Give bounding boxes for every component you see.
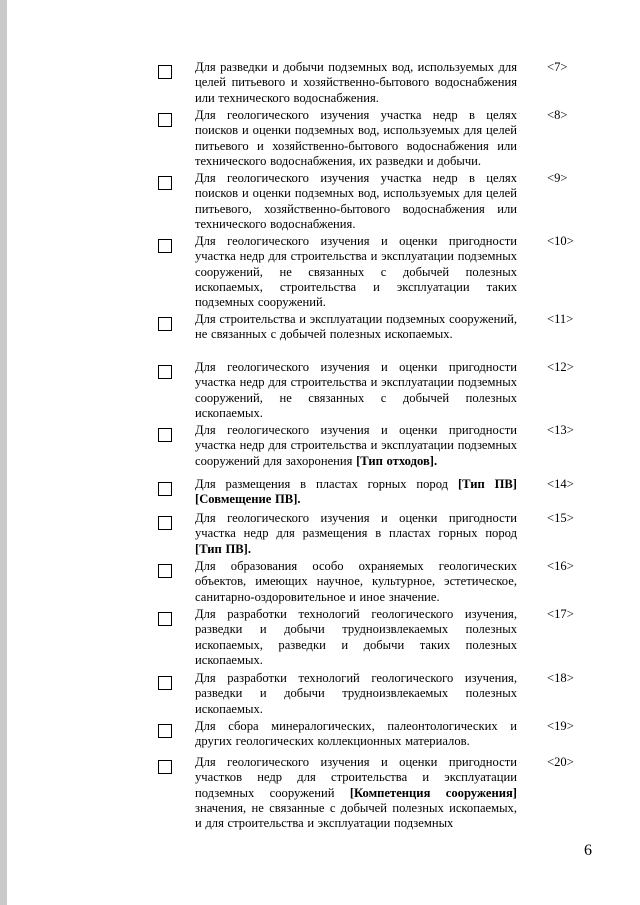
checkbox[interactable] (158, 760, 172, 774)
checkbox[interactable] (158, 612, 172, 626)
item-text: Для геологического изучения и оценки пригодности участка недр для строительства и эксплуатации подземных сооружений, не связанных с добычей полезных ископаемых, строительства и эксплуатации таких подземных сооружений. (195, 234, 517, 310)
checkbox[interactable] (158, 482, 172, 496)
item-ref: <8> (547, 108, 568, 122)
item-text: Для разработки технологий геологического изучения, разведки и добычи трудноизвлекаемых полезных ископаемых, разведки и добычи таких полезных ископаемых. (195, 607, 517, 667)
checkbox[interactable] (158, 239, 172, 253)
item-text: Для геологического изучения и оценки пригодности участков недр для строительства и эксплуатации подземных сооружений [Компетенция сооружения] значения, не связанные с добычей полезных ископаемых, и для строительства и эксплуатации подземных (195, 755, 517, 831)
item-text: Для сбора минералогических, палеонтологических и других геологических коллекционных материалов. (195, 719, 517, 749)
checkbox[interactable] (158, 317, 172, 331)
item-ref: <18> (547, 671, 574, 685)
item-ref: <7> (547, 60, 568, 74)
item-ref: <11> (547, 312, 574, 326)
checkbox[interactable] (158, 176, 172, 190)
item-ref: <17> (547, 607, 574, 621)
item-ref: <10> (547, 234, 574, 248)
checkbox[interactable] (158, 724, 172, 738)
item-text: Для разработки технологий геологического изучения, разведки и добычи трудноизвлекаемых полезных ископаемых. (195, 671, 517, 716)
item-ref: <20> (547, 755, 574, 769)
item-ref: <9> (547, 171, 568, 185)
scan-edge (0, 0, 7, 905)
item-ref: <16> (547, 559, 574, 573)
page-number: 6 (584, 842, 592, 859)
item-ref: <13> (547, 423, 574, 437)
item-ref: <14> (547, 477, 574, 491)
item-text: Для образования особо охраняемых геологических объектов, имеющих научное, культурное, эстетическое, санитарно-оздоровительное и иное значение. (195, 559, 517, 604)
item-text: Для размещения в пластах горных пород [Тип ПВ] [Совмещение ПВ]. (195, 477, 517, 507)
item-ref: <19> (547, 719, 574, 733)
checkbox[interactable] (158, 516, 172, 530)
item-ref: <12> (547, 360, 574, 374)
item-text: Для разведки и добычи подземных вод, используемых для целей питьевого и хозяйственно-бытового водоснабжения или технического водоснабжения. (195, 60, 517, 105)
checkbox[interactable] (158, 564, 172, 578)
item-text: Для геологического изучения и оценки пригодности участка недр для строительства и эксплуатации подземных сооружений, не связанных с добычей полезных ископаемых. (195, 360, 517, 420)
item-text: Для геологического изучения и оценки пригодности участка недр для размещения в пластах горных пород [Тип ПВ]. (195, 511, 517, 556)
item-text: Для геологического изучения участка недр в целях поисков и оценки подземных вод, используемых для целей питьевого, хозяйственно-бытового водоснабжения или технического водоснабжения. (195, 171, 517, 231)
item-ref: <15> (547, 511, 574, 525)
checkbox[interactable] (158, 365, 172, 379)
checkbox[interactable] (158, 65, 172, 79)
checkbox[interactable] (158, 676, 172, 690)
checkbox[interactable] (158, 113, 172, 127)
item-text: Для строительства и эксплуатации подземных сооружений, не связанных с добычей полезных ископаемых. (195, 312, 517, 342)
item-text: Для геологического изучения участка недр в целях поисков и оценки подземных вод, используемых для целей питьевого и хозяйственно-бытового водоснабжения или технического водоснабжения, их разведки и добычи. (195, 108, 517, 168)
item-text: Для геологического изучения и оценки пригодности участка недр для строительства и эксплуатации подземных сооружений для захоронения [Тип отходов]. (195, 423, 517, 468)
checkbox[interactable] (158, 428, 172, 442)
